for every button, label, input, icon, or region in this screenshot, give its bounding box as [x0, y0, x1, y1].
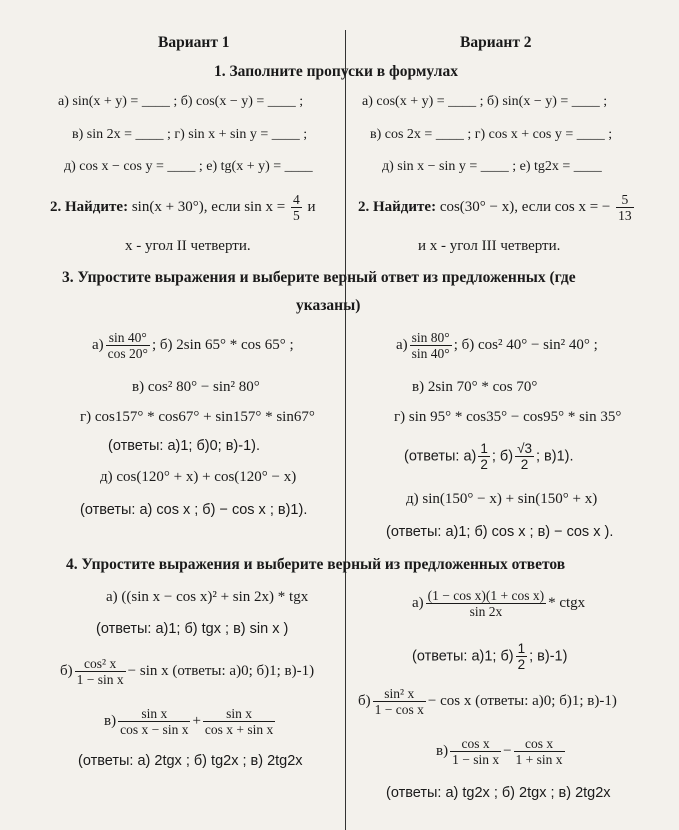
task3-v2-d: д) sin(150° − x) + sin(150° + x): [406, 491, 598, 507]
task4-v2-v: [436, 736, 567, 767]
task3-v2-ans1-f2n: √3: [517, 441, 532, 456]
task1-v1-line2: в) sin 2x = ____ ; г) sin x + sin y = ____ ;: [72, 127, 308, 142]
task4-v2-b-fraction: [373, 686, 426, 717]
task4-v2-b-tail: − cos x (ответы: а)0; б)1; в)-1): [427, 692, 617, 709]
task3-v2-a-num: sin 80°: [411, 330, 450, 345]
task2-v2-fraction: [616, 192, 634, 223]
task4-v1-v-ans: (ответы: а) 2tgx ; б) tg2x ; в) 2tg2x: [78, 753, 303, 769]
task4-v2-b-num: sin² x: [373, 686, 426, 702]
task2-v2-cond: , если cos x = −: [514, 198, 611, 215]
task4-v2-v-prefix: в): [436, 742, 449, 759]
task4-v2-a-num: (1 − cos x)(1 + cos x): [427, 588, 545, 603]
variant1-title: Вариант 1: [158, 34, 230, 51]
task4-v2-a: [412, 588, 585, 619]
task3-v1-ans1: (ответы: а)1; б)0; в)-1).: [108, 438, 261, 454]
task2-v2-num: 5: [616, 192, 634, 208]
task4-v2-a-ans-frac: [516, 641, 528, 672]
task4-v1-b: [60, 656, 314, 687]
task4-v1-a-ans: (ответы: а)1; б) tgx ; в) sin x ): [96, 621, 289, 637]
task4-v2-v-f1d: 1 − sin x: [452, 752, 500, 767]
task3-v1-a-den: cos 20°: [107, 346, 148, 361]
task4-v2-b-den: 1 − cos x: [374, 702, 424, 717]
variant2-title: Вариант 2: [460, 34, 532, 51]
task4-v2-a-ans-d: 2: [517, 657, 526, 672]
task2-v1: [50, 192, 315, 223]
task4-v2-v-ans: (ответы: а) tg2x ; б) 2tgx ; в) 2tg2x: [386, 785, 611, 801]
task2-v2-quarter: и x - угол III четверти.: [418, 238, 561, 254]
task4-v2-a-ans-tail: ; в)-1): [529, 648, 568, 665]
task3-v2-g: г) sin 95° * cos35° − cos95° * sin 35°: [394, 409, 622, 425]
task4-v2-v-f1n: cos x: [450, 736, 501, 752]
task2-v2-den: 13: [618, 208, 632, 223]
task4-v2-b-prefix: б): [358, 692, 371, 709]
task3-v1-a-num: sin 40°: [106, 330, 150, 346]
task4-v2-a-fraction: [426, 588, 546, 619]
task3-v1-a-prefix: а): [92, 336, 104, 353]
task4-v2-v-op: −: [503, 742, 512, 759]
task3-v2-a-fraction: [410, 330, 452, 361]
task3-v1-a: [92, 330, 294, 361]
task1-v2-line3: д) sin x − sin y = ____ ; е) tg2x = ____: [382, 159, 602, 174]
task1-title: 1. Заполните пропуски в формулах: [214, 63, 458, 80]
task3-v2-a: [396, 330, 598, 361]
task3-v2-ans1-frac1: [478, 441, 490, 472]
task4-v1-b-fraction: [75, 656, 126, 687]
task3-v1-v: в) cos² 80° − sin² 80°: [132, 379, 260, 395]
task4-v1-v-op: +: [192, 712, 201, 729]
task3-v2-a-den: sin 40°: [411, 346, 450, 361]
task3-v2-a-prefix: а): [396, 336, 408, 353]
task4-v1-b-prefix: б): [60, 662, 73, 679]
task2-v1-tail: и: [307, 198, 316, 215]
task3-v2-ans1-tail: ; в)1).: [536, 448, 574, 465]
task3-v1-ans2: (ответы: а) cos x ; б) − cos x ; в)1).: [80, 502, 308, 518]
task3-title-line2: указаны): [296, 297, 361, 314]
task4-v1-v-f1n: sin x: [118, 706, 190, 722]
task4-v2-v-f2n: cos x: [514, 736, 565, 752]
task1-v1-line1: а) sin(x + y) = ____ ; б) cos(x − y) = ____ ;: [58, 94, 304, 109]
task4-v2-v-frac2: [514, 736, 565, 767]
task1-v2-line1: а) cos(x + y) = ____ ; б) sin(x − y) = ____ ;: [362, 94, 608, 109]
task2-v1-quarter: x - угол II четверти.: [125, 238, 251, 254]
task3-v2-ans1-f2d: 2: [520, 457, 529, 472]
task2-v1-fraction: [291, 192, 302, 223]
task3-v2-ans2: (ответы: а)1; б) cos x ; в) − cos x ).: [386, 524, 614, 540]
task4-v2-a-ans-prefix: (ответы: а)1; б): [412, 648, 514, 665]
task1-v2-line2: в) cos 2x = ____ ; г) cos x + cos y = ____ ;: [370, 127, 613, 142]
task3-v1-g: г) cos157° * cos67° + sin157° * sin67°: [80, 409, 315, 425]
task4-v2-a-ans: [412, 641, 567, 672]
task2-v1-den: 5: [292, 208, 300, 223]
task2-v1-expr: sin(x + 30°): [131, 198, 204, 215]
task4-v1-v-frac1: [118, 706, 190, 737]
task4-v2-a-ans-n: 1: [517, 641, 526, 656]
task4-v2-a-den: sin 2x: [469, 604, 503, 619]
task2-v2: [358, 192, 636, 223]
task4-v1-b-num: cos² x: [75, 656, 126, 672]
task4-v1-v-prefix: в): [104, 712, 117, 729]
task3-v2-v: в) 2sin 70° * cos 70°: [412, 379, 538, 395]
task4-v1-a: а) ((sin x − cos x)² + sin 2x) * tgx: [106, 589, 309, 605]
task4-v1-v-f2d: cos x + sin x: [204, 722, 274, 737]
task4-v1-v-f1d: cos x − sin x: [120, 722, 189, 737]
task4-v1-b-tail: − sin x (ответы: а)0; б)1; в)-1): [127, 662, 315, 679]
task4-v2-a-tail: * ctgx: [548, 594, 586, 611]
task3-v2-ans1-mid: ; б): [491, 448, 514, 465]
task3-v1-d: д) cos(120° + x) + cos(120° − x): [100, 469, 297, 485]
task3-v2-ans1: [404, 441, 574, 472]
task4-v2-v-frac1: [450, 736, 501, 767]
task4-v1-v: [104, 706, 277, 737]
task3-v2-ans1-frac2: [515, 441, 534, 472]
task2-v1-label: 2. Найдите:: [50, 198, 129, 215]
task4-v2-a-prefix: а): [412, 594, 424, 611]
task4-title: 4. Упростите выражения и выберите верный из предложенных ответов: [66, 556, 566, 573]
task2-v2-expr: cos(30° − x): [439, 198, 515, 215]
task4-v2-v-f2d: 1 + sin x: [515, 752, 563, 767]
task3-v2-a-tail: ; б) cos² 40° − sin² 40° ;: [453, 336, 598, 353]
task3-v2-ans1-f1n: 1: [480, 441, 488, 456]
column-divider: [345, 30, 346, 830]
task1-v1-line3: д) cos x − cos y = ____ ; е) tg(x + y) = ____: [64, 159, 313, 174]
task4-v1-v-f2n: sin x: [203, 706, 275, 722]
task2-v1-cond: , если sin x =: [203, 198, 286, 215]
task4-v2-b: [358, 686, 617, 717]
task3-title-line1: 3. Упростите выражения и выберите верный ответ из предложенных (где: [62, 269, 576, 286]
task3-v2-ans1-f1d: 2: [480, 457, 488, 472]
task4-v1-v-frac2: [203, 706, 275, 737]
task3-v1-a-tail: ; б) 2sin 65° * cos 65° ;: [151, 336, 294, 353]
task3-v1-a-fraction: [106, 330, 150, 361]
task2-v1-num: 4: [292, 192, 300, 207]
task3-v2-ans1-prefix: (ответы: а): [404, 448, 477, 465]
task4-v1-b-den: 1 − sin x: [76, 672, 124, 687]
task2-v2-label: 2. Найдите:: [358, 198, 437, 215]
